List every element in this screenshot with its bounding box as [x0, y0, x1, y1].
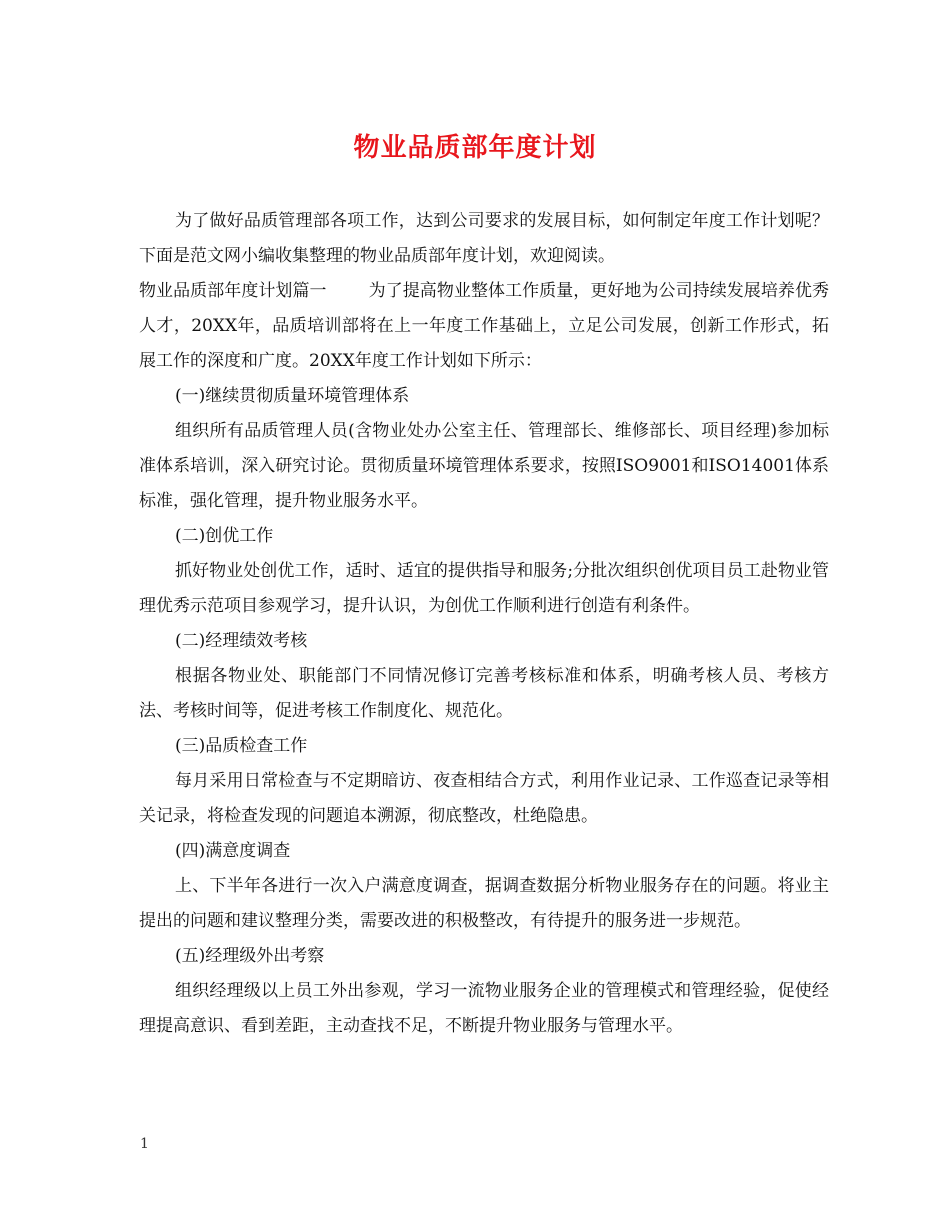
- item-paragraph: 组织所有品质管理人员(含物业处办公室主任、管理部长、维修部长、项目经理)参加标准体系培训，深入研究讨论。贯彻质量环境管理体系要求，按照ISO9001和ISO14001体系标准，强化管理，提升物业服务水平。: [139, 421, 829, 511]
- item-heading: (一)继续贯彻质量环境管理体系: [175, 386, 410, 406]
- section-intro-text: 为了提高物业整体工作质量，更好地为公司持续发展培养优秀人才，20XX年，品质培训部将在上一年度工作基础上，立足公司发展，创新工作形式，拓展工作的深度和广度。20XX年度工作计划如下所示：: [139, 281, 830, 371]
- item-paragraph: 组织经理级以上员工外出参观，学习一流物业服务企业的管理模式和管理经验，促使经理提高意识、看到差距，主动查找不足，不断提升物业服务与管理水平。: [139, 981, 829, 1036]
- section-intro-paragraph: [139, 274, 829, 379]
- item-paragraph: 根据各物业处、职能部门不同情况修订完善考核标准和体系，明确考核人员、考核方法、考核时间等，促进考核工作制度化、规范化。: [139, 666, 829, 721]
- item-heading: (三)品质检查工作: [175, 736, 308, 756]
- item-paragraph: 每月采用日常检查与不定期暗访、夜查相结合方式，利用作业记录、工作巡查记录等相关记录，将检查发现的问题追本溯源，彻底整改，杜绝隐患。: [139, 771, 829, 826]
- section-label: 物业品质部年度计划篇一: [139, 281, 327, 301]
- item-heading: (二)创优工作: [175, 526, 274, 546]
- document-body: [139, 204, 829, 1044]
- item-heading: (四)满意度调查: [175, 841, 291, 861]
- document-title: 物业品质部年度计划: [353, 133, 597, 163]
- item-heading: (五)经理级外出考察: [175, 946, 325, 966]
- item-heading: (二)经理绩效考核: [175, 631, 308, 651]
- item-paragraph: 抓好物业处创优工作，适时、适宜的提供指导和服务;分批次组织创优项目员工赴物业管理优秀示范项目参观学习，提升认识，为创优工作顺利进行创造有利条件。: [139, 561, 829, 616]
- item-paragraph: 上、下半年各进行一次入户满意度调查，据调查数据分析物业服务存在的问题。将业主提出的问题和建议整理分类，需要改进的积极整改，有待提升的服务进一步规范。: [139, 876, 829, 931]
- intro-paragraph: 为了做好品质管理部各项工作，达到公司要求的发展目标，如何制定年度工作计划呢？下面是范文网小编收集整理的物业品质部年度计划，欢迎阅读。: [139, 211, 829, 266]
- page-number: 1: [140, 1136, 149, 1152]
